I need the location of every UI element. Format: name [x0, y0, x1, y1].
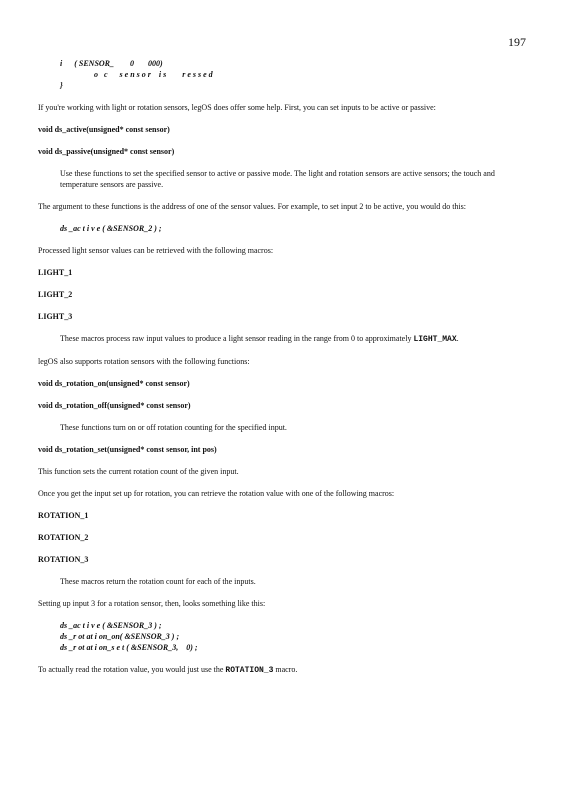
paragraph-text: To actually read the rotation value, you would just use the	[38, 665, 224, 674]
paragraph-read-rotation	[38, 664, 526, 676]
paragraph-rotation-on-off-desc: These functions turn on or off rotation counting for the specified input.	[60, 423, 287, 432]
macro-heading-rotation-1: ROTATION_1	[38, 511, 89, 520]
page-number: 197	[508, 35, 526, 49]
paragraph-light-macros-desc	[60, 333, 526, 345]
punctuation: .	[456, 334, 459, 343]
paragraph-rotation-intro: legOS also supports rotation sensors with the following functions:	[38, 357, 250, 366]
code-line: i ( SENSOR_ 0 000)	[60, 59, 163, 68]
macro-heading-light-1: LIGHT_1	[38, 268, 73, 277]
paragraph-rotation-macros-desc: These macros return the rotation count for each of the inputs.	[60, 577, 256, 586]
paragraph-rotation-macros-intro: Once you get the input set up for rotation, you can retrieve the rotation value with one of the following macros:	[38, 489, 395, 498]
code-line: ds _ac t i v e ( &SENSOR_3 ) ;	[60, 621, 162, 630]
code-line: }	[60, 81, 63, 90]
function-heading-rotation-set: void ds_rotation_set(unsigned* const sensor, int pos)	[38, 445, 217, 454]
paragraph-text: These macros process raw input values to produce a light sensor reading in the range from 0 to approximately	[60, 334, 412, 343]
code-line: o c s e n s o r i s r e s s e d	[60, 70, 213, 79]
paragraph-rotation-set-desc: This function sets the current rotation count of the given input.	[38, 467, 239, 476]
function-heading-rotation-off: void ds_rotation_off(unsigned* const sensor)	[38, 401, 191, 410]
paragraph-light-macros-intro: Processed light sensor values can be retrieved with the following macros:	[38, 246, 274, 255]
function-heading-rotation-on: void ds_rotation_on(unsigned* const sensor)	[38, 379, 190, 388]
macro-heading-rotation-3: ROTATION_3	[38, 555, 89, 564]
code-block-rotation-setup	[60, 620, 526, 653]
macro-rotation-3: ROTATION_3	[225, 666, 274, 675]
function-heading-ds-passive: void ds_passive(unsigned* const sensor)	[38, 147, 175, 156]
paragraph-argument-desc: The argument to these functions is the address of one of the sensor values. For example, to set input 2 to be active, you would do this:	[38, 202, 466, 211]
function-heading-ds-active: void ds_active(unsigned* const sensor)	[38, 125, 170, 134]
paragraph-setup-example-intro: Setting up input 3 for a rotation sensor, then, looks something like this:	[38, 599, 266, 608]
paragraph-text-end: macro.	[275, 665, 298, 674]
page-content	[38, 58, 526, 676]
paragraph-sensor-help: If you're working with light or rotation sensors, legOS does offer some help. First, you can set inputs to be active or passive:	[38, 103, 436, 112]
code-active-sensor2: ds _ac t i v e ( &SENSOR_2 ) ;	[60, 224, 162, 233]
code-line: ds _r ot at i on_on( &SENSOR_3 ) ;	[60, 632, 180, 641]
code-line: ds _r ot at i on_s e t ( &SENSOR_3, 0) ;	[60, 643, 198, 652]
paragraph-active-passive-desc: Use these functions to set the specified sensor to active or passive mode. The light and rotation sensors are active sensors; the touch and temperature sensors are passive.	[60, 169, 495, 189]
macro-heading-light-3: LIGHT_3	[38, 312, 73, 321]
macro-light-max: LIGHT_MAX	[413, 335, 457, 344]
code-block-top	[60, 58, 526, 91]
macro-heading-rotation-2: ROTATION_2	[38, 533, 89, 542]
macro-heading-light-2: LIGHT_2	[38, 290, 73, 299]
